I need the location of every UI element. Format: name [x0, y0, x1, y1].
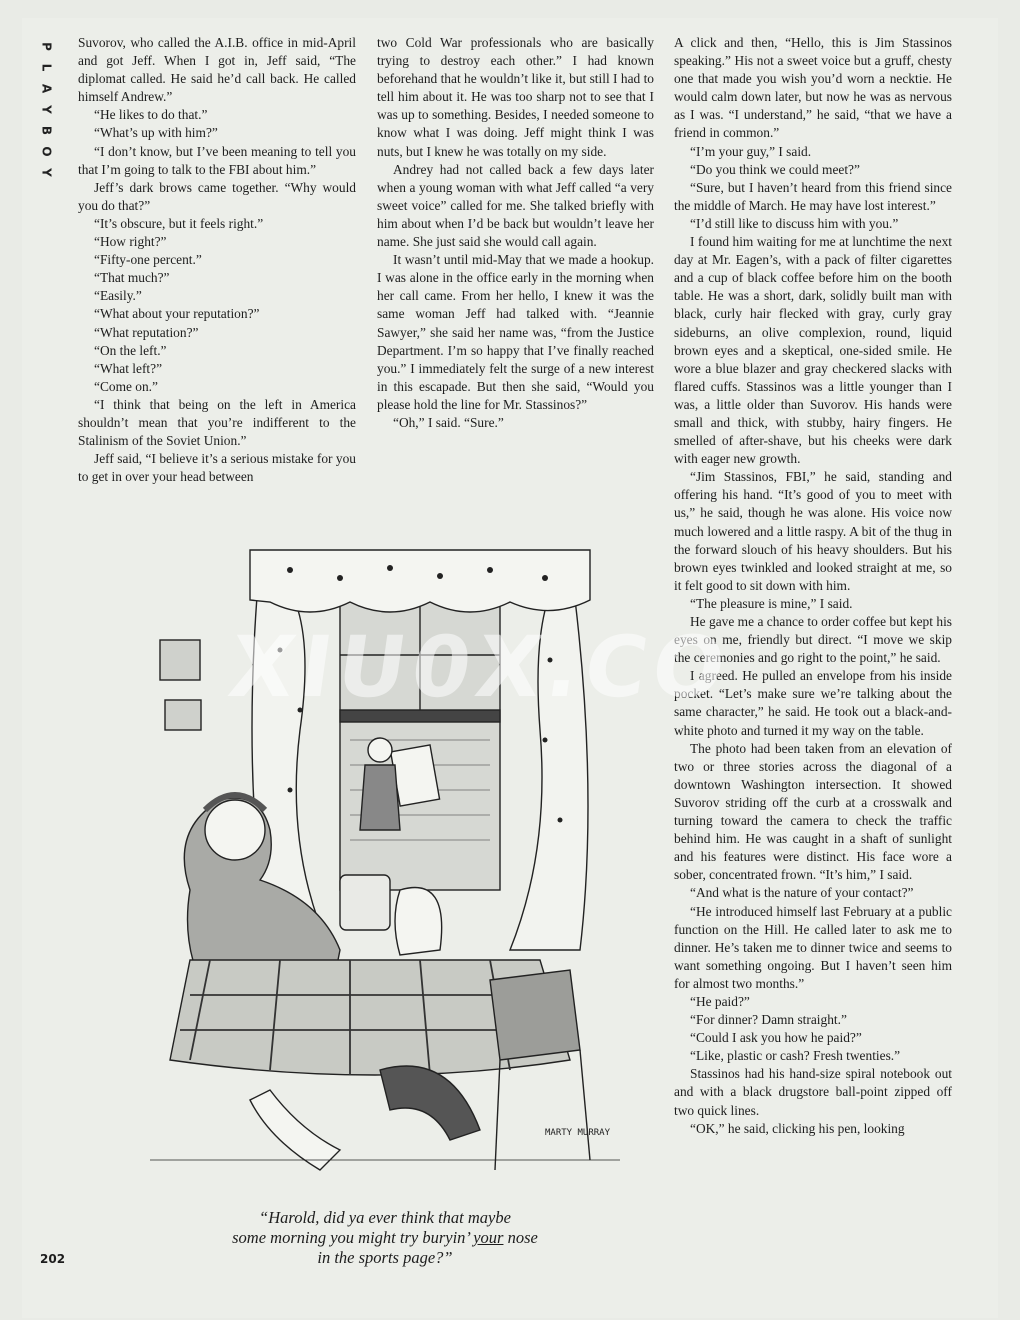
paragraph: “He likes to do that.” — [94, 107, 208, 123]
running-head-letter: Y — [39, 168, 54, 177]
magazine-running-head — [38, 36, 54, 183]
paragraph: “Sure, but I haven’t heard from this friend since the middle of March. He may have lost interest.” — [674, 179, 952, 213]
paragraph: “How right?” — [94, 234, 167, 250]
paragraph: “What reputation?” — [94, 324, 199, 340]
paragraph: A click and then, “Hello, this is Jim Stassinos speaking.” His not a sweet voice but a gruff, chesty one that made you wish you’d worn a necktie. He would calm down later, but now he was as nervous as I was. “I understand,” he said, “that we have a friend in common.” — [674, 35, 952, 141]
paragraph: Stassinos had his hand-size spiral notebook out and with a black drugstore ball-point zipped off two quick lines. — [674, 1066, 952, 1118]
valance — [250, 550, 590, 612]
paragraph: “For dinner? Damn straight.” — [690, 1012, 847, 1028]
paragraph: “He paid?” — [690, 993, 750, 1009]
paragraph: “I’d still like to discuss him with you.” — [690, 215, 899, 231]
paragraph: two Cold War professionals who are basically trying to destroy each other.” I had known beforehand that he wouldn’t like it, but still I had to tell him about it. He was too sharp not to see that I was up to something. Besides, I needed someone to know what I was doing. Jeff might think I was nuts, but I knew he was totally on my side. — [377, 35, 654, 159]
caption-line-1: “Harold, did ya ever think that maybe — [259, 1208, 511, 1227]
wall-picture — [165, 700, 201, 730]
running-head-letter: L — [39, 63, 54, 72]
paragraph: It wasn’t until mid-May that we made a hookup. I was alone in the office early in the morning when her call came. From her hello, I knew it was the same woman Jeff had talked with. “Jeannie Sawyer,” she said her name was, “from the Justice Department. I’m so happy that I’ve finally reached you.” I immediately felt the surge of a new interest in this escapade. But then she said, “Would you please hold the line for Mr. Stassinos?” — [377, 252, 654, 412]
text-column-2 — [377, 34, 654, 432]
paragraph: “I think that being on the left in America shouldn’t mean that you’re indifferent to the Stalinism of the Soviet Union.” — [78, 396, 356, 449]
wall-picture — [160, 640, 200, 680]
paragraph: Andrey had not called back a few days later when a young woman with what Jeff called “a very sweet voice” called for me. She talked briefly with him about when I’d be back but wouldn’t leave her name. She just said she would call again. — [377, 161, 654, 250]
paragraph: “I’m your guy,” I said. — [690, 143, 812, 159]
paragraph: “It’s obscure, but it feels right.” — [94, 215, 264, 231]
paragraph: “That much?” — [94, 270, 170, 286]
running-head-letter: P — [39, 42, 54, 51]
paragraph: The photo had been taken from an elevation of two or three stories across the diagonal of a downtown Washington intersection. It showed Suvorov striding off the curb at a crosswalk and turning toward the camera to check the traffic behind him. He was caught in a shaft of sunlight and his features were distinct. His face wore a sober, concentrated frown. “It’s him,” I said. — [674, 740, 952, 883]
paragraph: “The pleasure is mine,” I said. — [690, 595, 853, 611]
paragraph: Jeff’s dark brows came together. “Why would you do that?” — [78, 179, 356, 213]
toaster — [340, 875, 390, 930]
paragraph: Suvorov, who called the A.I.B. office in mid-April and got Jeff. When I got in, Jeff said, “The diplomat called. He said he’d call back. He called himself Andrew.” — [78, 35, 356, 105]
page-number: 202 — [40, 1252, 66, 1266]
paragraph: “And what is the nature of your contact?” — [690, 885, 914, 901]
caption-line-3: in the sports page?” — [317, 1248, 453, 1267]
text-column-1 — [78, 34, 356, 486]
paragraph: “What left?” — [94, 360, 163, 376]
text-column-3 — [674, 34, 952, 1138]
paragraph: “What about your reputation?” — [94, 306, 260, 322]
pitcher — [395, 888, 442, 956]
man-legs — [380, 1066, 480, 1140]
paragraph: “I don’t know, but I’ve been meaning to tell you that I’m going to talk to the FBI about him.” — [78, 143, 356, 177]
paragraph: “Oh,” I said. “Sure.” — [393, 414, 504, 430]
paragraph: I agreed. He pulled an envelope from his inside pocket. “Let’s make sure we’re talking about the same character,” he said. He took out a black-and-white photo and turned it my way on the table. — [674, 668, 952, 738]
running-head-letter: A — [39, 83, 54, 94]
chair — [490, 970, 580, 1060]
running-head-letter: O — [39, 146, 54, 157]
running-head-letter: B — [39, 125, 54, 136]
paragraph: “On the left.” — [94, 342, 167, 358]
caption-line-2: some morning you might try buryin’ your nose — [232, 1228, 538, 1247]
watermark: XIU0X.CO — [223, 618, 738, 716]
paragraph: “Fifty-one percent.” — [94, 252, 202, 268]
paragraph: He gave me a chance to order coffee but kept his eyes on me, friendly but direct. “I move we skip the ceremonies and go right to the point,” he said. — [674, 614, 952, 666]
paragraph: “Jim Stassinos, FBI,” he said, standing and offering his hand. “It’s good of you to meet with us,” he said, though he was alone. His voice now much lowered and a little raspy. A bit of the thug in the forward slouch of his heavy shoulders. But his brown eyes twinkled and looked straight at me, so it felt good to sit down with him. — [674, 469, 952, 593]
paragraph: “Like, plastic or cash? Fresh twenties.” — [690, 1048, 901, 1064]
paragraph: “Do you think we could meet?” — [690, 161, 860, 177]
paragraph: “OK,” he said, clicking his pen, looking — [690, 1120, 905, 1136]
cartoonist-signature: MARTY MURRAY — [545, 1128, 611, 1138]
paragraph: “Come on.” — [94, 378, 158, 394]
paragraph: “What’s up with him?” — [94, 125, 218, 141]
paragraph: “Easily.” — [94, 288, 142, 304]
paragraph: “Could I ask you how he paid?” — [690, 1030, 862, 1046]
running-head-letter: Y — [39, 105, 54, 114]
paragraph: I found him waiting for me at lunchtime the next day at Mr. Eagen’s, with a pack of filter cigarettes and a cup of black coffee before him on the booth table. He was a short, dark, solidly built man with black, curly hair flecked with gray, curly gray sideburns, an olive complexion, round, liquid brown eyes and a skeptical, one-sided smile. He wore a blue blazer and gray checkered slacks with flared cuffs. Stassinos was a little younger than I was, a little older than Suvorov. His hands were small and thick, with stubby, hairy fingers. He smelled of after-shave, but his cheeks were dark with eager new growth. — [674, 234, 952, 467]
paragraph: “He introduced himself last February at a public function on the Hill. He called later to ask me to dinner. He’s taken me to dinner twice and seems to want something ongoing. But I haven’t seen him for almost two months.” — [674, 903, 952, 991]
paragraph: Jeff said, “I believe it’s a serious mistake for you to get in over your head between — [78, 451, 356, 485]
cartoon-caption — [150, 1208, 620, 1268]
